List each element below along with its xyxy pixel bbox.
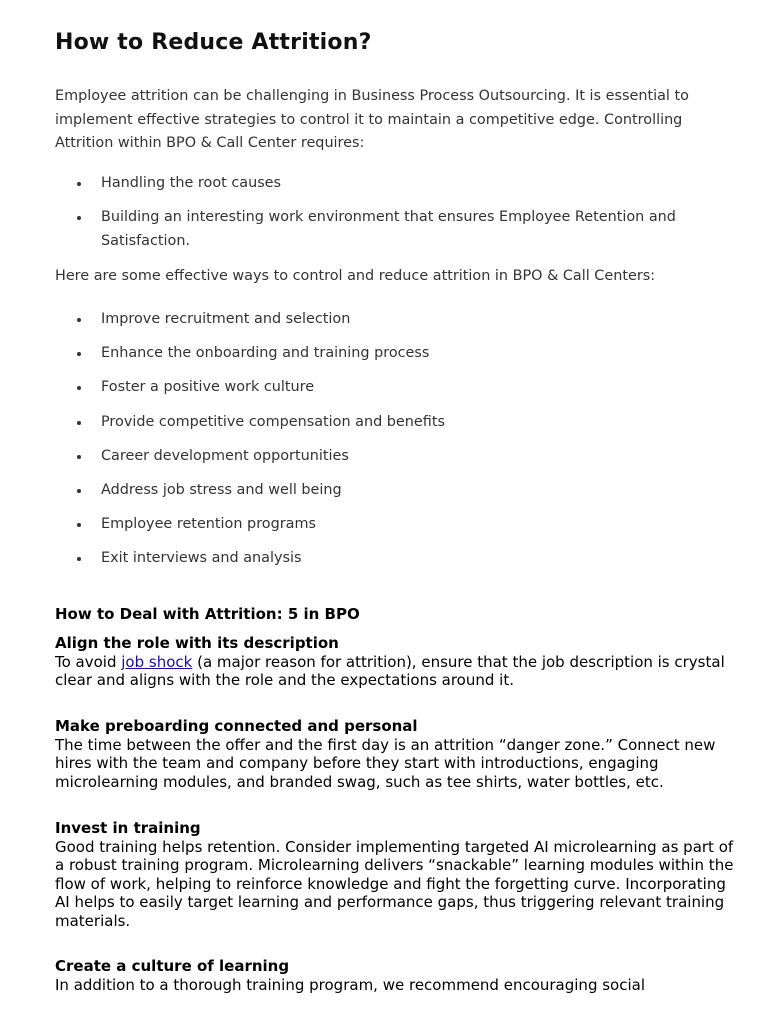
tip-preboarding (55, 717, 735, 791)
page-title: How to Reduce Attrition? (55, 30, 372, 55)
intro-paragraph: Employee attrition can be challenging in Business Process Outsourcing. It is essential to implement effective strategies to control it to maintain a competitive edge. Controlling Attrition within BPO & Call Center requires: (55, 88, 689, 151)
list-item: Enhance the onboarding and training process (55, 342, 735, 366)
list-item: Exit interviews and analysis (55, 547, 735, 571)
list-item: Building an interesting work environment that ensures Employee Retention and Satisfaction. (55, 206, 735, 253)
list-item: Foster a positive work culture (55, 376, 735, 400)
tip-heading: Align the role with its description (55, 634, 339, 652)
list-item: Address job stress and well being (55, 479, 735, 503)
tip-text-before-link: To avoid (55, 653, 122, 671)
tip-text: Good training helps retention. Consider implementing targeted AI microlearning as part of a robust training program. Microlearning delivers “snackable” learning modules within the flow of work, helping to reinforce knowledge and fight the forgetting curve. Incorporating AI helps to easily target learning and performance gaps, thus triggering relevant training materials. (55, 838, 734, 930)
ways-intro-paragraph: Here are some effective ways to control and reduce attrition in BPO & Call Centers: (55, 268, 656, 284)
list-item: Provide competitive compensation and benefits (55, 411, 735, 435)
tip-heading: Create a culture of learning (55, 957, 290, 975)
list-item: Handling the root causes (55, 172, 735, 196)
tip-heading: Make preboarding connected and personal (55, 717, 418, 735)
section-title: How to Deal with Attrition: 5 in BPO (55, 605, 360, 623)
job-shock-link[interactable]: job shock (121, 653, 193, 671)
tip-learning-culture (55, 957, 735, 994)
ways-list (55, 308, 735, 582)
tip-training (55, 819, 735, 930)
tip-text: In addition to a thorough training program, we recommend encouraging social (55, 976, 645, 994)
tip-heading: Invest in training (55, 819, 201, 837)
list-item: Career development opportunities (55, 445, 735, 469)
tip-text: The time between the offer and the first day is an attrition “danger zone.” Connect new hires with the team and company before they start with introductions, engaging microlearning modules, and branded swag, such as tee shirts, water bottles, etc. (55, 736, 716, 791)
tip-text-after-link: (a major reason for attrition), ensure that the job description is crystal clear and aligns with the role and the expectations around it. (55, 653, 725, 690)
tip-align-role (55, 634, 735, 690)
list-item: Improve recruitment and selection (55, 308, 735, 332)
requirements-list (55, 172, 735, 264)
list-item: Employee retention programs (55, 513, 735, 537)
tip-text (55, 653, 735, 690)
